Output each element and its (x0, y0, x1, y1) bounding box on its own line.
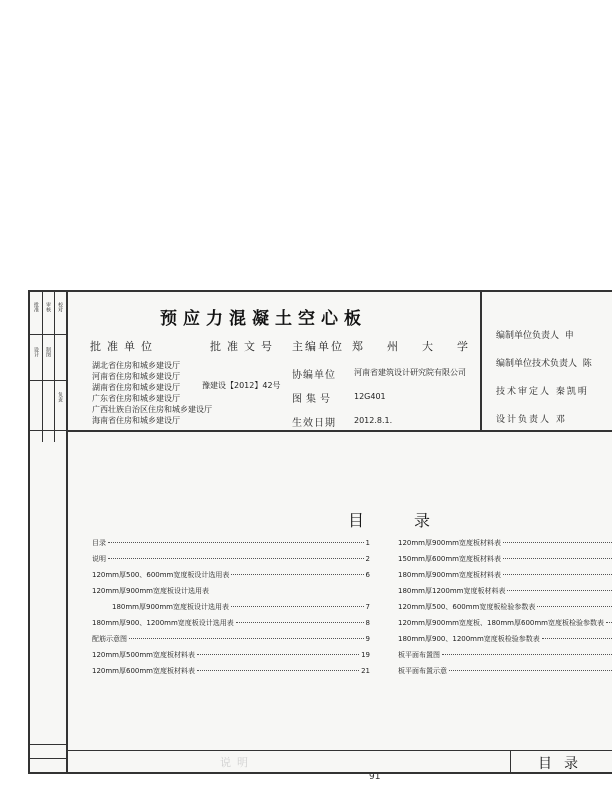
toc-entry[interactable]: 180mm厚1200mm宽度板材料表 (398, 586, 612, 596)
approval-unit: 湖北省住房和城乡建设厅 (92, 361, 180, 370)
toc-entry[interactable]: 180mm厚900mm宽度板设计选用表 7 (112, 603, 370, 611)
toc-entry[interactable]: 120mm厚600mm宽度板材料表 21 (92, 667, 370, 675)
toc-entry[interactable]: 目录 1 (92, 539, 370, 547)
toc-heading-right: 录 (414, 511, 431, 530)
approval-unit: 海南省住房和城乡建设厅 (92, 416, 180, 425)
toc-entry[interactable]: 板平面布置示意 (398, 666, 612, 676)
effective-date-value: 2012.8.1. (354, 416, 393, 425)
approval-unit: 湖南省住房和城乡建设厅 (92, 383, 180, 392)
approval-unit: 广东省住房和城乡建设厅 (92, 394, 180, 403)
page-number: 91 (369, 772, 381, 782)
editor-unit-label: 主编单位 (292, 340, 344, 353)
approval-unit: 河南省住房和城乡建设厅 (92, 372, 180, 381)
atlas-title: 预应力混凝土空心板 (160, 309, 367, 329)
toc-entry[interactable]: 150mm厚600mm宽度板材料表 (398, 554, 612, 564)
drawing-sheet (28, 290, 612, 774)
footer-title: 目录 (538, 756, 590, 772)
atlas-no-value: 12G401 (354, 392, 386, 401)
toc-entry[interactable]: 120mm厚500、600mm宽度板设计选用表 6 (92, 571, 370, 579)
toc-entry[interactable]: 180mm厚900mm宽度板材料表 (398, 570, 612, 580)
responsible-label: 编制单位负责人 申 (496, 331, 574, 341)
approval-unit-label: 批准单位 (90, 340, 158, 353)
faint-footer-label: 说明 (220, 756, 254, 769)
effective-date-label: 生效日期 (292, 418, 336, 429)
responsible-persons (496, 322, 592, 434)
toc-entry[interactable]: 120mm厚500、600mm宽度板检验参数表 (398, 602, 612, 612)
toc-entry[interactable]: 180mm厚900、1200mm宽度板检验参数表 (398, 634, 612, 644)
toc-entry[interactable]: 120mm厚900mm宽度板设计选用表 (92, 587, 209, 595)
stamp-label: 校对 (57, 302, 63, 312)
responsible-label: 技术审定人 秦凯明 (496, 387, 589, 397)
approval-units-list (92, 360, 212, 426)
stamp-label: 制图 (45, 347, 51, 357)
toc-entry[interactable]: 120mm厚900mm宽度板材料表 (398, 538, 612, 548)
toc-entry[interactable]: 配筋示意图 9 (92, 635, 370, 643)
signature-strip (30, 292, 68, 772)
stamp-label: 负责 (57, 392, 63, 402)
approval-doc-value: 豫建设【2012】42号 (202, 381, 281, 390)
stamp-label: 设计 (33, 347, 39, 357)
co-editor-label: 协编单位 (292, 370, 336, 381)
stamp-label: 批准 (33, 302, 39, 312)
toc-entry[interactable]: 说明 2 (92, 555, 370, 563)
stamp-label: 审核 (45, 302, 51, 312)
atlas-no-label: 图集号 (292, 394, 334, 405)
approval-doc-label: 批准文号 (210, 340, 278, 353)
responsible-label: 设计负责人 邓 (496, 415, 567, 425)
approval-unit: 广西壮族自治区住房和城乡建设厅 (92, 405, 212, 414)
toc-entry[interactable]: 180mm厚900、1200mm宽度板设计选用表 8 (92, 619, 370, 627)
toc-entry[interactable]: 120mm厚500mm宽度板材料表 19 (92, 651, 370, 659)
toc-entry[interactable]: 板平面布置图 (398, 650, 612, 660)
toc-heading-left: 目 (348, 511, 365, 530)
toc-entry[interactable]: 120mm厚900mm宽度板、180mm厚600mm宽度板检验参数表 (398, 618, 612, 628)
co-editor-value: 河南省建筑设计研究院有限公司 (354, 368, 466, 377)
responsible-label: 编制单位技术负责人 陈 (496, 359, 592, 369)
editor-unit-value: 郑州大学 (352, 340, 492, 353)
